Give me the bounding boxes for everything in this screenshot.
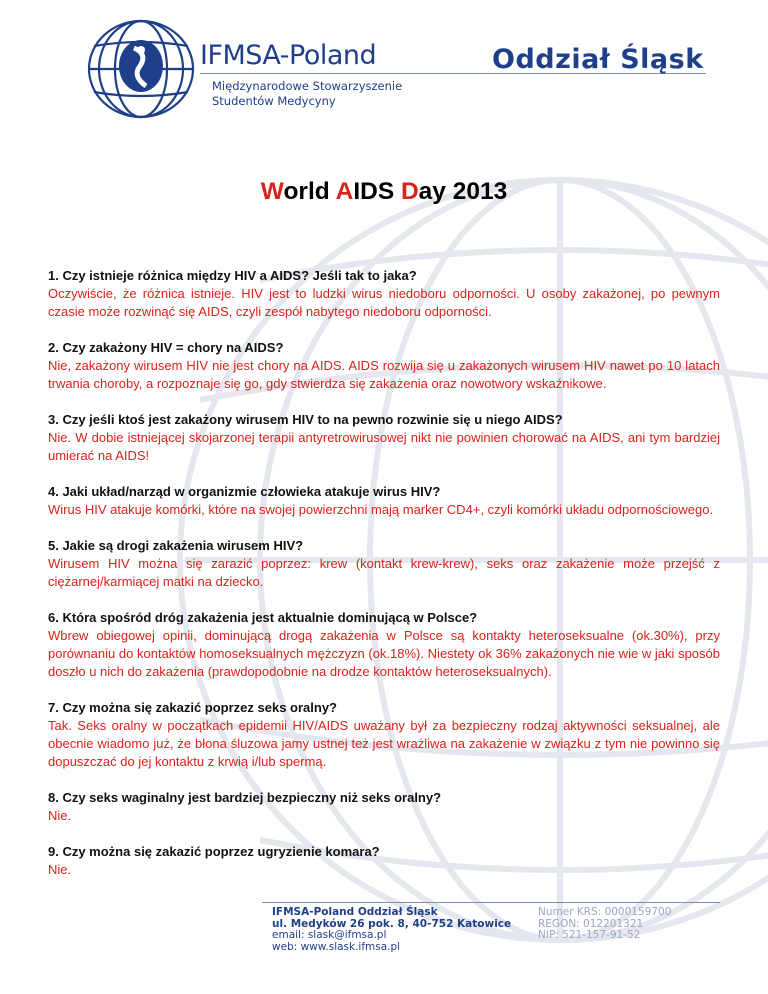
footer-web: web: www.slask.ifmsa.pl	[272, 940, 401, 953]
answer: Wbrew obiegowej opinii, dominującą drogą zakażenia w Polsce są kontakty heteroseksualne (ok.30%), przy porównaniu do kontaktów homoseksualnych mężczyzn (ok.18%). Niestety ok 36% zakażonych nie wie w jaki sposób doszło u nich do zakażenia (prawdopodobnie na drodze kontaktów heteroseksualnych).	[48, 628, 720, 679]
ifmsa-logo	[84, 14, 198, 124]
question: 5. Jakie są drogi zakażenia wirusem HIV?	[48, 538, 304, 553]
footer-registry	[538, 907, 671, 942]
footer-email: email: slask@ifmsa.pl	[272, 929, 387, 941]
question: 6. Która spośród dróg zakażenia jest aktualnie dominującą w Polsce?	[48, 610, 478, 625]
qa-item	[48, 483, 720, 519]
letterhead	[0, 0, 768, 130]
qa-list	[48, 267, 720, 879]
answer: Nie.	[48, 808, 72, 823]
qa-item	[48, 411, 720, 465]
title-part-ay: ay 2013	[418, 178, 508, 205]
question: 4. Jaki układ/narząd w organizmie człowieka atakuje wirus HIV?	[48, 484, 441, 499]
footer-org-name: IFMSA-Poland Oddział Śląsk	[272, 906, 438, 918]
title-part-orld: orld	[283, 178, 336, 205]
answer: Oczywiście, że różnica istnieje. HIV jest to ludzki wirus niedoboru odporności. U osoby zakażonej, po pewnym czasie może rozwinąć się AIDS, czyli zespół nabytego niedoboru odporności.	[48, 286, 720, 319]
question: 7. Czy można się zakazić poprzez seks oralny?	[48, 700, 338, 715]
question: 2. Czy zakażony HIV = chory na AIDS?	[48, 340, 284, 355]
qa-item	[48, 267, 720, 321]
answer: Nie. W dobie istniejącej skojarzonej terapii antyretrowirusowej nikt nie powinien chorować na AIDS, ani tym bardziej umierać na AIDS!	[48, 430, 720, 463]
footer	[0, 880, 768, 994]
question: 3. Czy jeśli ktoś jest zakażony wirusem HIV to na pewno rozwinie się u niego AIDS?	[48, 412, 563, 427]
qa-item	[48, 843, 720, 879]
qa-item	[48, 609, 720, 681]
footer-regon: REGON: 012201321	[538, 917, 644, 930]
title-initial-a: A	[335, 178, 354, 205]
qa-item	[48, 339, 720, 393]
answer: Wirusem HIV można się zarazić poprzez: krew (kontakt krew-krew), seks oraz zakażenie może przejść z ciężarnej/karmiącej matki na dziecko.	[48, 556, 720, 589]
footer-address: ul. Medyków 26 pok. 8, 40-752 Katowice	[272, 917, 512, 930]
qa-item	[48, 537, 720, 591]
branch-name: Oddział Śląsk	[492, 44, 704, 75]
title-initial-w: W	[260, 178, 284, 205]
answer: Tak. Seks oralny w początkach epidemii HIV/AIDS uważany był za bezpieczny rodzaj aktywności seksualnej, ale obecnie wiadomo już, że błona śluzowa jamy ustnej też jest wrażliwa na zakażenie w związku z tym nie powinno się dopuszczać do jej kontaktu z krwią i/lub spermą.	[48, 718, 720, 769]
footer-rule	[262, 902, 720, 903]
question: 9. Czy można się zakazić poprzez ugryzienie komara?	[48, 844, 380, 859]
footer-krs: Numer KRS: 0000159700	[538, 906, 672, 918]
question: 8. Czy seks waginalny jest bardziej bezpieczny niż seks oralny?	[48, 790, 442, 805]
footer-contact	[272, 907, 511, 953]
org-subtitle-line2: Studentów Medycyny	[212, 94, 336, 108]
answer: Wirus HIV atakuje komórki, które na swojej powierzchni mają marker CD4+, czyli komórki układu odpornościowego.	[48, 502, 714, 517]
footer-nip: NIP: 521-157-91-52	[538, 929, 641, 941]
qa-item	[48, 789, 720, 825]
qa-item	[48, 699, 720, 771]
org-subtitle	[212, 79, 402, 109]
answer: Nie, zakażony wirusem HIV nie jest chory na AIDS. AIDS rozwija się u zakażonych wirusem HIV nawet po 10 latach trwania choroby, a rozpoznaje się go, gdy stwierdza się zakażenia oraz nowotwory wskaźnikowe.	[48, 358, 720, 391]
page-title	[0, 178, 768, 206]
title-part-ids: IDS	[353, 178, 401, 205]
org-subtitle-line1: Międzynarodowe Stowarzyszenie	[212, 79, 403, 93]
org-name: IFMSA-Poland	[200, 40, 377, 71]
title-initial-d: D	[400, 178, 419, 205]
answer: Nie.	[48, 862, 72, 877]
question: 1. Czy istnieje różnica między HIV a AIDS? Jeśli tak to jaka?	[48, 268, 417, 283]
